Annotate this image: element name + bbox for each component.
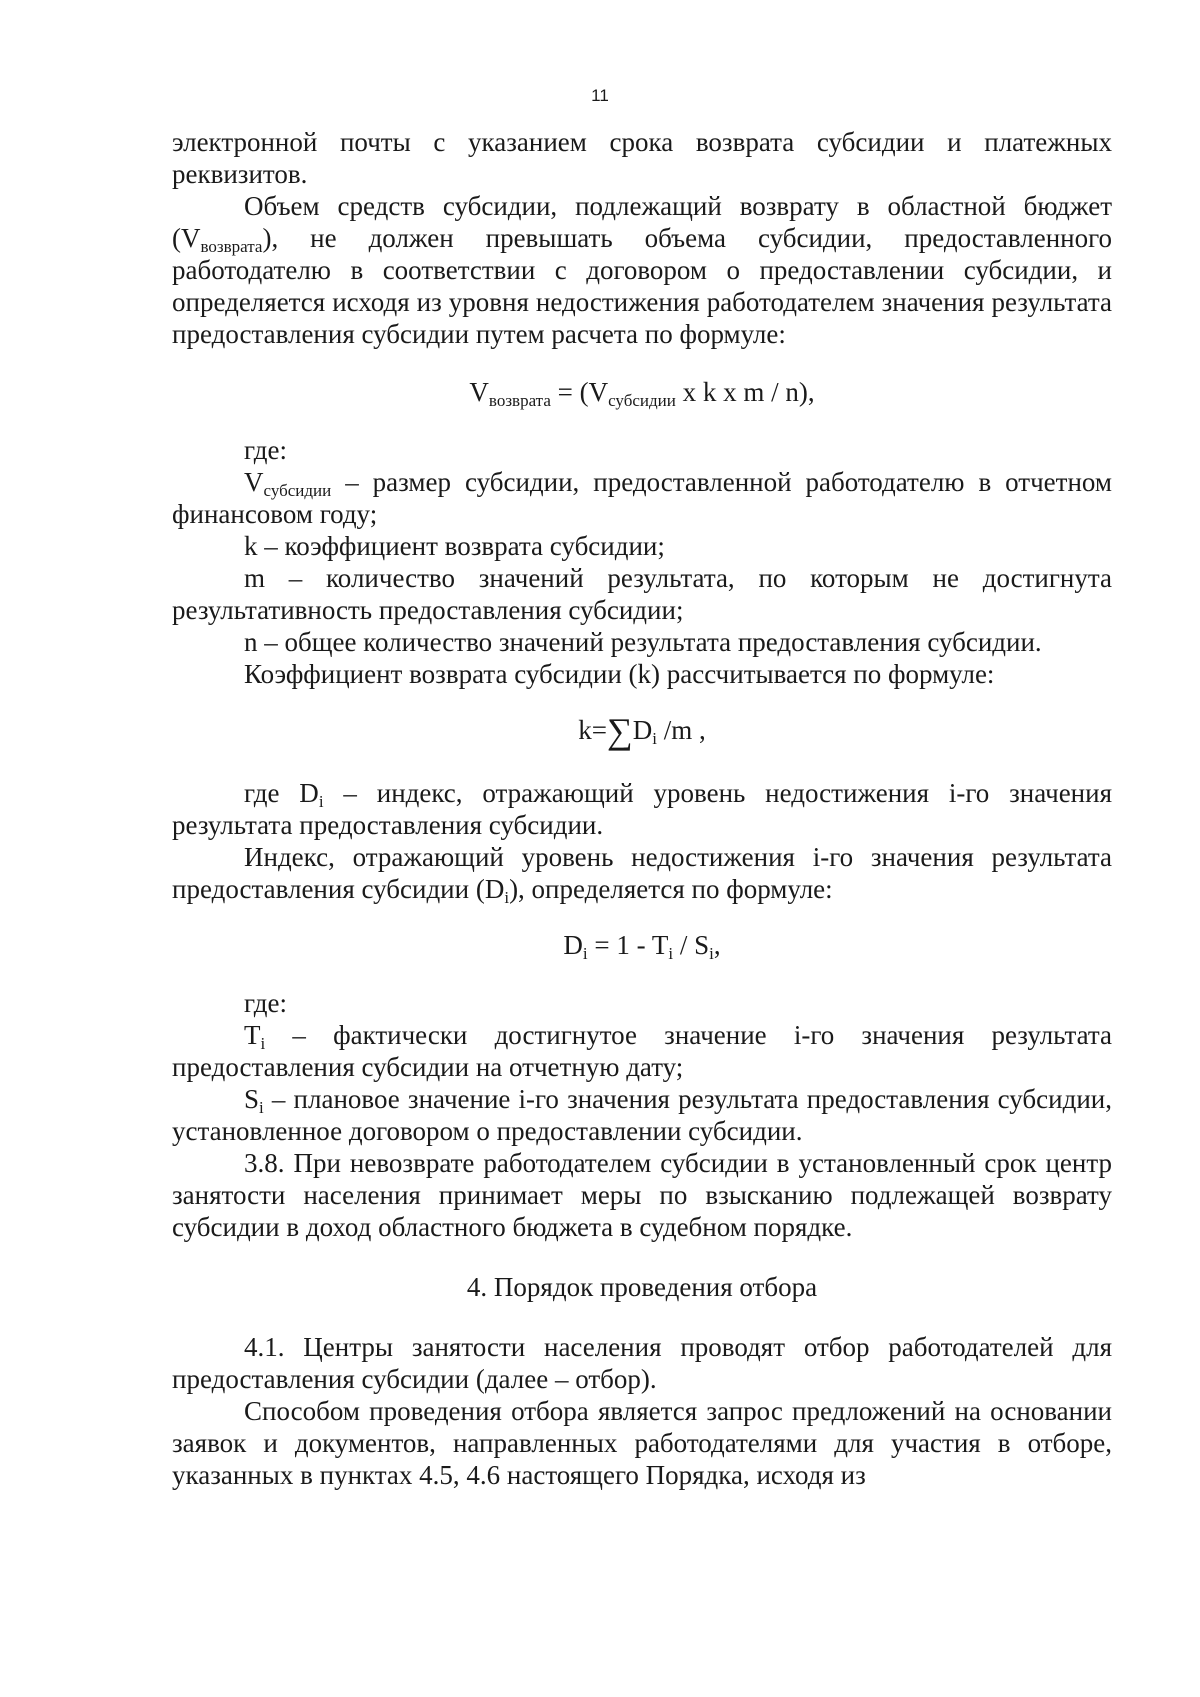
definition-k: k – коэффициент возврата субсидии; (244, 531, 665, 561)
definition-v-subsidy: $V_{субсидии}$ – размер субсидии, предоставленной работодателю в отчетном финансовом году; (172, 467, 1112, 529)
coefficient-intro: Коэффициент возврата субсидии (k) рассчитывается по формуле: (244, 659, 995, 689)
where-label-2: где: (244, 988, 287, 1018)
section-4-heading: 4. Порядок проведения отбора (466, 1272, 818, 1302)
paragraph-refund-volume: Объем средств субсидии, подлежащий возврату в областной бюджет $(V_{возврата})$, не должен превышать объема субсидии, предоставленного работодателю в соответствии с договором о предоставлении субсидии, и определяется исходя из уровня недостижения работодателем значения результата предоставления субсидии путем расчета по формуле: (172, 191, 1112, 349)
definition-n: n – общее количество значений результата предоставления субсидии. (244, 627, 1042, 657)
definition-ti: $T_i$ – фактически достигнутое значение i-го значения результата предоставления субсидии на отчетную дату; (172, 1020, 1112, 1082)
formula-coefficient: $k=\sum D_i$ /m , (578, 711, 706, 751)
where-label: где: (244, 435, 287, 465)
paragraph-3-8: 3.8. При невозврате работодателем субсидии в установленный срок центр занятости населения принимает меры по взысканию подлежащей возврату субсидии в доход областного бюджета в судебном порядке. (172, 1148, 1112, 1242)
definition-m: m – количество значений результата, по которым не достигнута результативность предоставления субсидии; (172, 563, 1112, 625)
sigma-symbol: ∑ (607, 711, 633, 751)
formula-index: $D_i = 1 - T_i / S_i$, (563, 930, 721, 963)
paragraph-continuation: электронной почты с указанием срока возврата субсидии и платежных реквизитов. (172, 127, 1112, 189)
document-body (172, 126, 1112, 1491)
paragraph-selection-method: Способом проведения отбора является запрос предложений на основании заявок и документов, направленных работодателями для участия в отборе, указанных в пунктах 4.5, 4.6 настоящего Порядка, исходя из (172, 1396, 1112, 1490)
formula-refund: $V_{возврата} = (V_{субсидии}$ x k x m / n), (469, 377, 815, 410)
index-intro: Индекс, отражающий уровень недостижения i-го значения результата предоставления субсидии $(D_i)$, определяется по формуле: (172, 842, 1112, 907)
definition-si: $S_i$ – плановое значение i-го значения результата предоставления субсидии, установленное договором о предоставлении субсидии. (172, 1084, 1112, 1146)
paragraph-4-1: 4.1. Центры занятости населения проводят отбор работодателей для предоставления субсидии (далее – отбор). (172, 1332, 1112, 1394)
page-number: 11 (591, 86, 609, 105)
definition-di: где $D_i$ – индекс, отражающий уровень недостижения i-го значения результата предоставления субсидии. (172, 778, 1112, 840)
